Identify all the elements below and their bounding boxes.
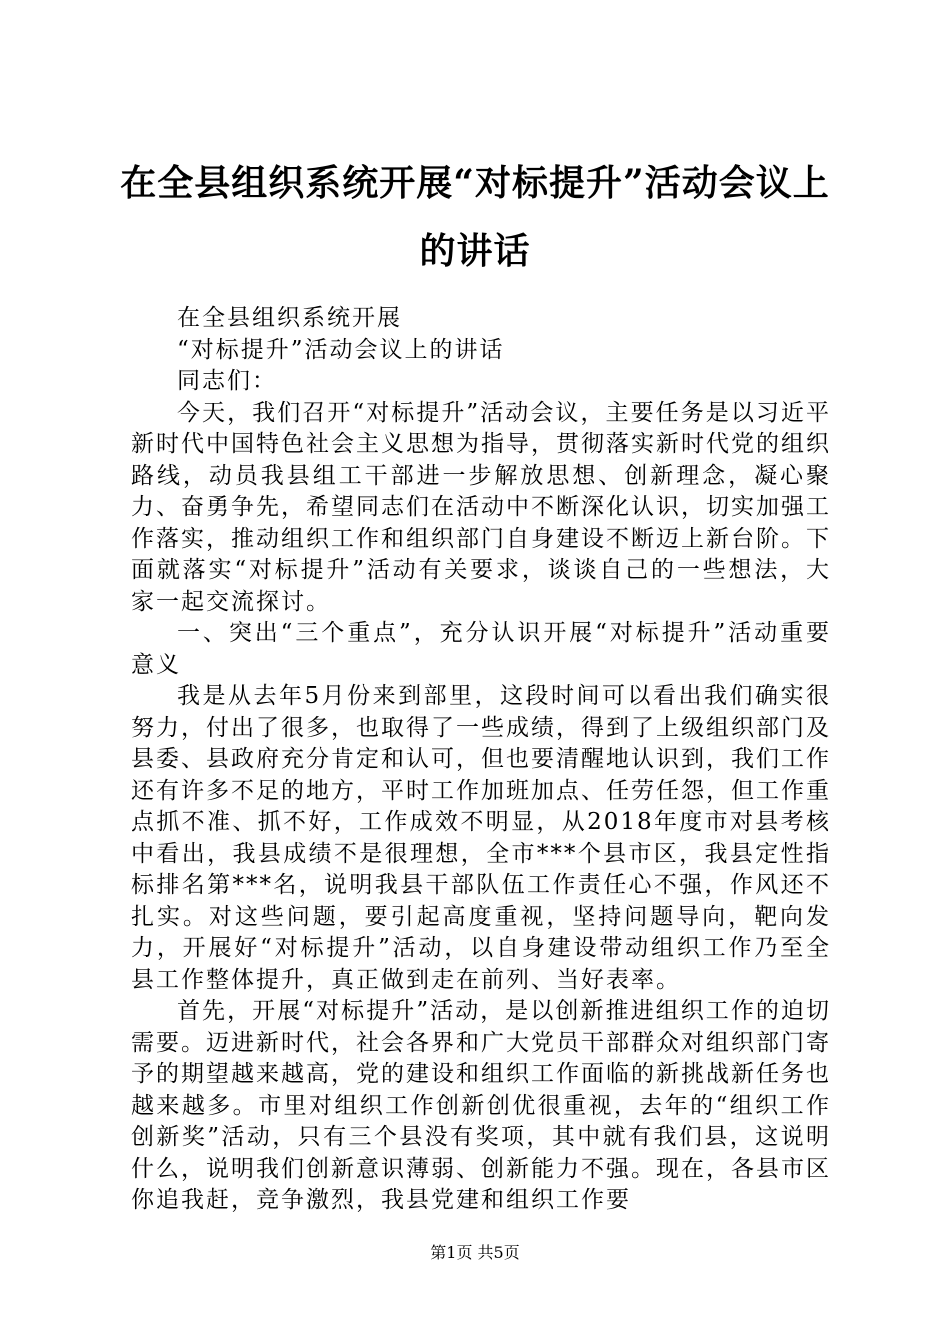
section-heading: 一、突出“三个重点”，充分认识开展“对标提升”活动重要意义 bbox=[131, 620, 831, 678]
paragraph: 今天，我们召开“对标提升”活动会议，主要任务是以习近平新时代中国特色社会主义思想为指导，贯彻落实新时代党的组织路线，动员我县组工干部进一步解放思想、创新理念，凝心聚力、奋勇争先，希望同志们在活动中不断深化认识，切实加强工作落实，推动组织工作和组织部门自身建设不断迈上新台阶。下面就落实“对标提升”活动有关要求，谈谈自己的一些想法，大家一起交流探讨。 bbox=[131, 399, 831, 615]
page-number-footer: 第1页 共5页 bbox=[430, 1243, 520, 1262]
salutation: 同志们： bbox=[177, 368, 277, 394]
subtitle-line-1: 在全县组织系统开展 bbox=[177, 305, 402, 331]
paragraph: 我是从去年5月份来到部里，这段时间可以看出我们确实很努力，付出了很多，也取得了一些成绩，得到了上级组织部门及县委、县政府充分肯定和认可，但也要清醒地认识到，我们工作还有许多不足的地方，平时工作加班加点、任劳任怨，但工作重点抓不准、抓不好，工作成效不明显，从2018年度市对县考核中看出，我县成绩不是很理想，全市***个县市区，我县定性指标排名第***名，说明我县干部队伍工作责任心不强，作风还不扎实。对这些问题，要引起高度重视，坚持问题导向，靶向发力，开展好“对标提升”活动，以自身建设带动组织工作乃至全县工作整体提升，真正做到走在前列、当好表率。 bbox=[131, 683, 831, 993]
document-body bbox=[131, 303, 831, 1217]
paragraph: 首先，开展“对标提升”活动，是以创新推进组织工作的迫切需要。迈进新时代，社会各界和广大党员干部群众对组织部门寄予的期望越来越高，党的建设和组织工作面临的新挑战新任务也越来越多。市里对组织工作创新创优很重视，去年的“组织工作创新奖”活动，只有三个县没有奖项，其中就有我们县，这说明什么，说明我们创新意识薄弱、创新能力不强。现在，各县市区你追我赶，竞争激烈，我县党建和组织工作要 bbox=[131, 998, 831, 1213]
subtitle-line-2: “对标提升”活动会议上的讲话 bbox=[177, 336, 505, 363]
document-title-line-2: 的讲话 bbox=[419, 230, 531, 272]
document-title-line-1: 在全县组织系统开展“对标提升”活动会议上 bbox=[120, 162, 830, 204]
